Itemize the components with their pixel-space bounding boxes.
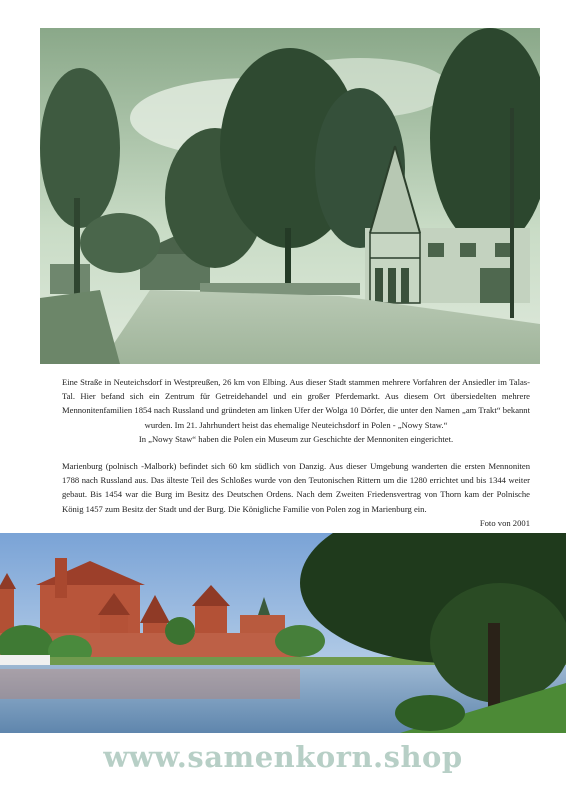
watermark-samenkorn: www.samenkorn.shop (103, 740, 463, 774)
castle-photo-illustration (0, 533, 566, 733)
photo-neuteichsdorf-street (40, 28, 540, 364)
caption-neuteichsdorf-paragraph: Eine Straße in Neuteichsdorf in Westpreußen, 26 km von Elbing. Aus dieser Stadt stammen mehrere Vorfahren der Ansiedler im Talas-Tal. Hier befand sich ein Zentrum für Getreidehandel und ein großer Pferdemarkt. Aus diesem Ort übersiedelten mehrere Mennonitenfamilien 1854 nach Russland und gründeten am linken Ufer der Wolga 10 Dörfer, die unter den Namen „am Trakt“ bekannt wurden. Im 21. Jahrhundert heist das ehemalige Neuteichsdorf in Polen - „Nowy Staw.“ (62, 377, 530, 430)
photo-credit: Foto von 2001 (479, 517, 530, 528)
photo-marienburg-castle (0, 533, 566, 733)
caption-neuteichsdorf (62, 375, 530, 446)
caption-marienburg-paragraph: Marienburg (polnisch -Malbork) befindet sich 60 km südlich von Danzig. Aus dieser Umgebung wanderten die ersten Mennoniten 1788 nach Russland aus. Das älteste Teil des Schloßes wurde von den Teutonischen Rittern um die 1280 errichtet und bis 1344 weiter gebaut. Bis 1454 war die Burg im Besitz des Deutschen Ordens. Nach dem Zweiten Friedensvertrag von Thorn kam der Polnische König 1457 zum Besitz der Stadt und der Burg. Die Königliche Familie von Polen zog in Marienburg ein. (62, 461, 530, 514)
street-photo-illustration (40, 28, 540, 364)
caption-marienburg (62, 459, 530, 530)
caption-neuteichsdorf-last-line: In „Nowy Staw“ haben die Polen ein Museum zur Geschichte der Mennoniten eingerichtet. (138, 433, 454, 444)
